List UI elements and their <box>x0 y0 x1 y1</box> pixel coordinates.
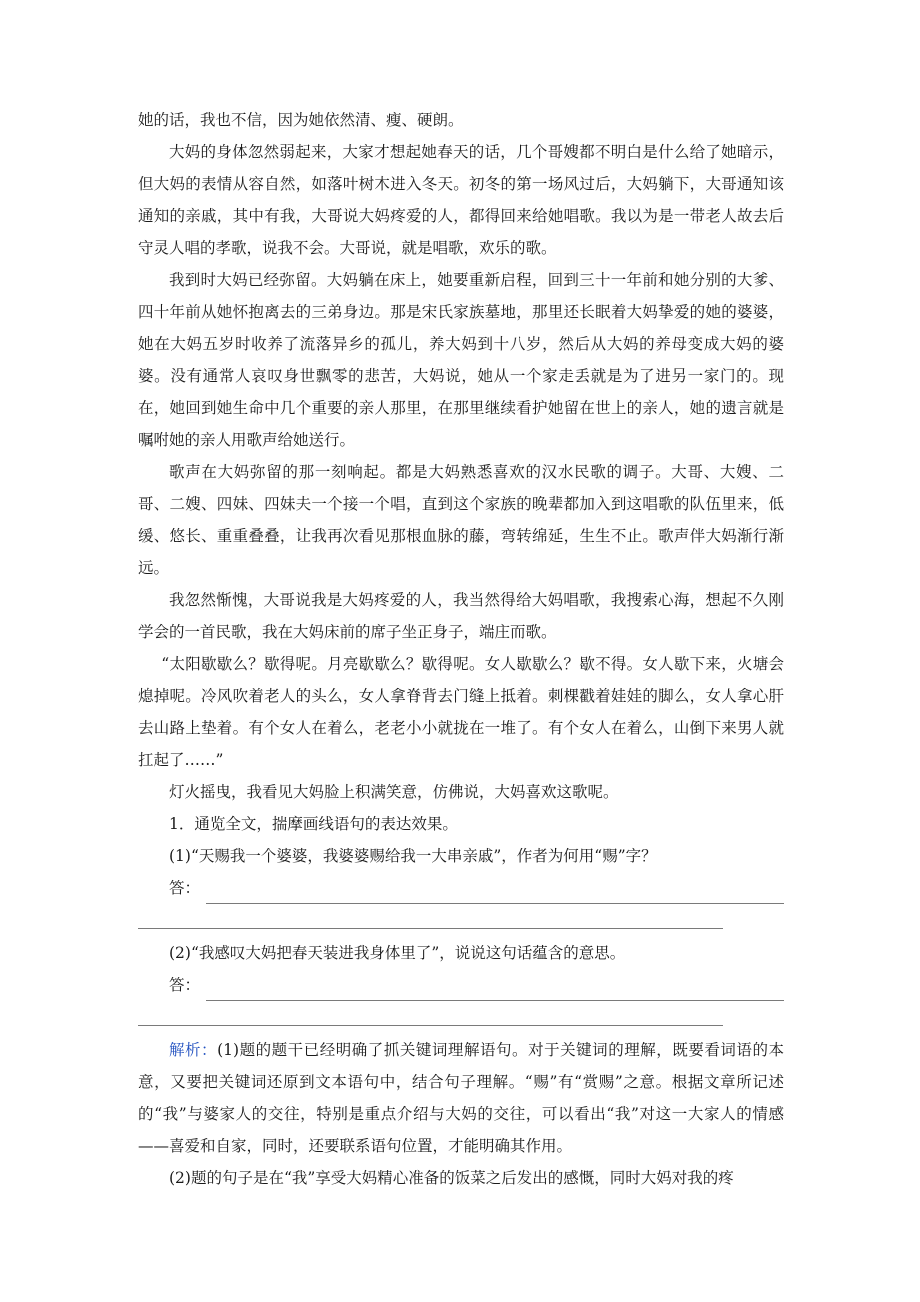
paragraph-1: 她的话，我也不信，因为她依然清、瘦、硬朗。 <box>138 111 464 129</box>
question-sub-1: (1)“天赐我一个婆婆，我婆婆赐给我一大串亲戚”，作者为何用“赐”字？ <box>169 847 657 865</box>
question-sub-2: (2)“我感叹大妈把春天装进我身体里了”，说说这句话蕴含的意思。 <box>169 944 626 962</box>
analysis-text-1: (1)题的题干已经明确了抓关键词理解语句。对于关键词的理解，既要看词语的本意，又要把关键词还原到文本语句中，结合句子理解。“赐”有“赏赐”之意。根据文章所记述的“我”与婆家人的交往，特别是重点介绍与大妈的交往，可以看出“我”对这一大家人的情感——喜爱和自家，同时，还要联系语句位置，才能明确其作用。 <box>138 1041 784 1155</box>
answer-rule <box>206 885 784 904</box>
document-page <box>138 104 784 1194</box>
paragraph-5: 我忽然惭愧，大哥说我是大妈疼爱的人，我当然得给大妈唱歌，我搜索心海，想起不久刚学会的一首民歌，我在大妈床前的席子坐正身子，端庄而歌。 <box>138 591 784 641</box>
answer-line-2[interactable] <box>138 969 784 1001</box>
paragraph-3: 我到时大妈已经弥留。大妈躺在床上，她要重新启程，回到三十一年前和她分别的大爹、四十年前从她怀抱离去的三弟身边。那是宋氏家族墓地，那里还长眠着大妈挚爱的她的婆婆，她在大妈五岁时收养了流落异乡的孤儿，养大妈到十八岁，然后从大妈的养母变成大妈的婆婆。没有通常人哀叹身世飘零的悲苦，大妈说，她从一个家走丢就是为了进另一家门的。现在，她回到她生命中几个重要的亲人那里，在那里继续看护她留在世上的亲人，她的遗言就是嘱咐她的亲人用歌声给她送行。 <box>138 271 784 449</box>
answer-label: 答： <box>169 976 201 994</box>
song-lyrics: “太阳歇歇么？歇得呢。月亮歇歇么？歇得呢。女人歇歇么？歇不得。女人歇下来，火塘会熄掉呢。冷风吹着老人的头么，女人拿脊背去门缝上抵着。刺棵戳着娃娃的脚么，女人拿心肝去山路上垫着。有个女人在着么，老老小小就拢在一堆了。有个女人在着么，山倒下来男人就扛起了……” <box>138 655 784 769</box>
paragraph-2: 大妈的身体忽然弱起来，大家才想起她春天的话，几个哥嫂都不明白是什么给了她暗示，但大妈的表情从容自然，如落叶树木进入冬天。初冬的第一场风过后，大妈躺下，大哥通知该通知的亲戚，其中有我，大哥说大妈疼爱的人，都得回来给她唱歌。我以为是一带老人故去后守灵人唱的孝歌，说我不会。大哥说，就是唱歌，欢乐的歌。 <box>138 143 784 257</box>
analysis-label: 解析： <box>169 1041 218 1059</box>
paragraph-4: 歌声在大妈弥留的那一刻响起。都是大妈熟悉喜欢的汉水民歌的调子。大哥、大嫂、二哥、二嫂、四妹、四妹夫一个接一个唱，直到这个家族的晚辈都加入到这唱歌的队伍里来，低缓、悠长、重重叠叠，让我再次看见那根血脉的藤，弯转绵延，生生不止。歌声伴大妈渐行渐远。 <box>138 463 784 577</box>
analysis-paragraph-2: (2)题的句子是在“我”享受大妈精心准备的饭菜之后发出的感慨，同时大妈对我的疼 <box>169 1169 734 1187</box>
analysis-paragraph-1 <box>138 1034 784 1162</box>
paragraph-7: 灯火摇曳，我看见大妈脸上积满笑意，仿佛说，大妈喜欢这歌呢。 <box>169 783 619 801</box>
answer-label: 答： <box>169 879 201 897</box>
question-title: 1．通览全文，揣摩画线语句的表达效果。 <box>169 815 458 833</box>
answer-line-1[interactable] <box>138 872 784 904</box>
answer-rule <box>206 982 784 1001</box>
